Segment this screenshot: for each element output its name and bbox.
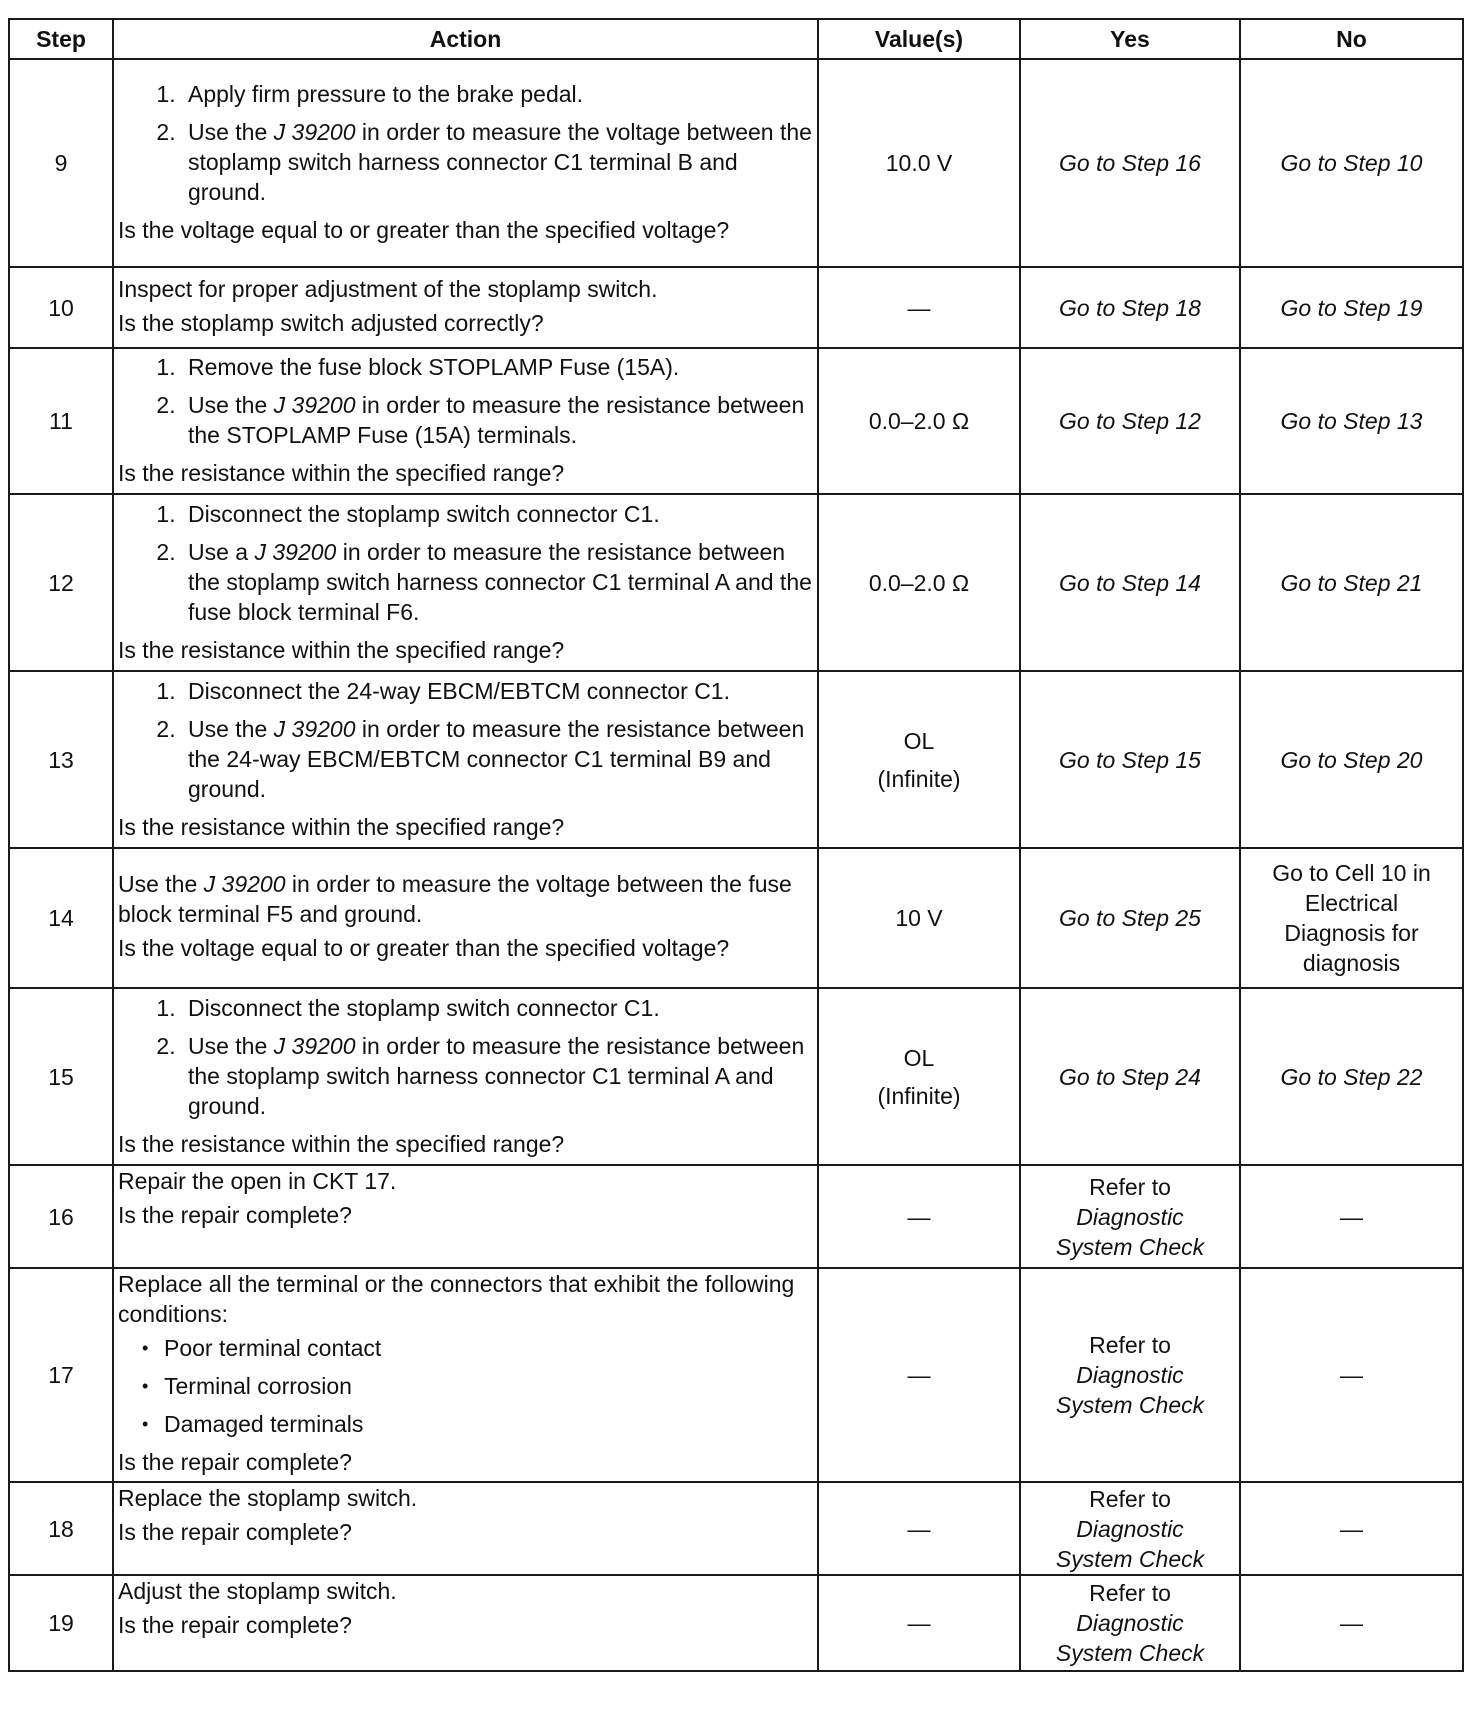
action-question: Is the resistance within the specified range? xyxy=(118,813,565,840)
action-substep: 2. Use the J 39200 in order to measure the resistance between the 24-way EBCM/EBTCM connector C1 terminal B9 and ground. xyxy=(182,714,813,804)
yes-cell xyxy=(1020,1482,1240,1575)
step-number: 15 xyxy=(9,988,113,1165)
step-number: 12 xyxy=(9,494,113,671)
action-cell xyxy=(113,1482,818,1575)
header-no: No xyxy=(1240,19,1463,59)
action-cell xyxy=(113,1575,818,1671)
step-number: 10 xyxy=(9,267,113,348)
table-row-step-9 xyxy=(9,59,1463,267)
action-substep: 1. Disconnect the stoplamp switch connector C1. xyxy=(182,993,813,1023)
ref-line: Diagnostic xyxy=(1076,1515,1184,1542)
action-question: Is the repair complete? xyxy=(118,1519,352,1545)
step-number: 17 xyxy=(9,1268,113,1482)
action-cell xyxy=(113,1165,818,1268)
action-question: Is the resistance within the specified range? xyxy=(118,636,565,663)
tool-reference: J 39200 xyxy=(203,871,286,897)
step-number: 11 xyxy=(9,348,113,494)
yes-cell: Go to Step 14 xyxy=(1020,494,1240,671)
no-cell: Go to Step 10 xyxy=(1240,59,1463,267)
value-cell: 0.0–2.0 Ω xyxy=(818,494,1020,671)
action-question: Is the voltage equal to or greater than the specified voltage? xyxy=(118,935,730,961)
action-question: Is the stoplamp switch adjusted correctly? xyxy=(118,309,544,336)
action-text: Use the J 39200 in order to measure the voltage between the fuse block terminal F5 and ground. xyxy=(118,871,792,927)
condition-item: • Poor terminal contact xyxy=(156,1333,813,1363)
ref-line: Refer to xyxy=(1089,1173,1171,1200)
action-cell xyxy=(113,348,818,494)
yes-cell: Go to Step 18 xyxy=(1020,267,1240,348)
value-cell: 10 V xyxy=(818,848,1020,988)
table-row-step-19 xyxy=(9,1575,1463,1671)
ref-line: Refer to xyxy=(1089,1332,1171,1358)
value-cell: — xyxy=(818,267,1020,348)
header-row xyxy=(9,19,1463,59)
yes-cell: Go to Step 12 xyxy=(1020,348,1240,494)
action-cell xyxy=(113,267,818,348)
no-line: Diagnosis for xyxy=(1284,920,1419,946)
value-cell xyxy=(818,988,1020,1165)
no-cell: — xyxy=(1240,1575,1463,1671)
action-substep: 1. Apply firm pressure to the brake pedal. xyxy=(182,79,813,109)
no-cell: — xyxy=(1240,1268,1463,1482)
action-text: Inspect for proper adjustment of the stoplamp switch. xyxy=(118,275,658,302)
action-text: Replace all the terminal or the connectors that exhibit the following conditions: xyxy=(118,1271,795,1327)
ref-line: Diagnostic xyxy=(1076,1610,1184,1636)
no-cell: Go to Step 22 xyxy=(1240,988,1463,1165)
action-substep: 2. Use a J 39200 in order to measure the resistance between the stoplamp switch harness connector C1 terminal A and the fuse block terminal F6. xyxy=(182,537,813,627)
value-line: OL xyxy=(903,727,935,754)
action-question: Is the resistance within the specified range? xyxy=(118,460,565,486)
value-cell xyxy=(818,671,1020,848)
step-number: 19 xyxy=(9,1575,113,1671)
ref-line: Diagnostic xyxy=(1076,1362,1184,1388)
no-line: Go to Cell 10 in xyxy=(1272,860,1431,886)
yes-cell: Go to Step 25 xyxy=(1020,848,1240,988)
action-question: Is the repair complete? xyxy=(118,1612,352,1638)
tool-reference: J 39200 xyxy=(273,392,356,418)
action-cell xyxy=(113,59,818,267)
table-row-step-17 xyxy=(9,1268,1463,1482)
table-row-step-13 xyxy=(9,671,1463,848)
header-step: Step xyxy=(9,19,113,59)
no-cell: Go to Step 13 xyxy=(1240,348,1463,494)
no-line: Electrical xyxy=(1304,890,1399,916)
table-row-step-16 xyxy=(9,1165,1463,1268)
yes-cell: Go to Step 16 xyxy=(1020,59,1240,267)
diagnostic-table xyxy=(8,18,1464,1672)
step-number: 9 xyxy=(9,59,113,267)
action-question: Is the voltage equal to or greater than the specified voltage? xyxy=(118,217,730,243)
yes-cell xyxy=(1020,1165,1240,1268)
no-cell: Go to Step 19 xyxy=(1240,267,1463,348)
value-cell: — xyxy=(818,1165,1020,1268)
value-line: (Infinite) xyxy=(877,765,961,792)
tool-reference: J 39200 xyxy=(273,715,356,742)
action-substep: 1. Disconnect the stoplamp switch connector C1. xyxy=(182,499,813,529)
action-question: Is the resistance within the specified range? xyxy=(118,1130,565,1157)
ref-line: Refer to xyxy=(1089,1580,1171,1606)
action-question: Is the repair complete? xyxy=(118,1449,352,1475)
table-row-step-15 xyxy=(9,988,1463,1165)
action-cell xyxy=(113,848,818,988)
value-cell: 10.0 V xyxy=(818,59,1020,267)
action-cell xyxy=(113,1268,818,1482)
value-line: (Infinite) xyxy=(877,1082,961,1109)
table-row-step-18 xyxy=(9,1482,1463,1575)
value-cell: 0.0–2.0 Ω xyxy=(818,348,1020,494)
ref-line: System Check xyxy=(1055,1640,1205,1666)
step-number: 18 xyxy=(9,1482,113,1575)
table-row-step-14 xyxy=(9,848,1463,988)
tool-reference: J 39200 xyxy=(273,1032,356,1059)
action-substep: 2. Use the J 39200 in order to measure the voltage between the stoplamp switch harness connector C1 terminal B and ground. xyxy=(182,117,813,207)
value-line: OL xyxy=(903,1044,935,1071)
tool-reference: J 39200 xyxy=(254,538,337,565)
ref-line: System Check xyxy=(1055,1233,1205,1260)
yes-cell xyxy=(1020,1575,1240,1671)
yes-cell: Go to Step 15 xyxy=(1020,671,1240,848)
header-yes: Yes xyxy=(1020,19,1240,59)
yes-cell xyxy=(1020,1268,1240,1482)
action-cell xyxy=(113,988,818,1165)
table-row-step-12 xyxy=(9,494,1463,671)
action-text: Repair the open in CKT 17. xyxy=(118,1168,397,1194)
action-cell xyxy=(113,494,818,671)
value-cell: — xyxy=(818,1268,1020,1482)
header-values: Value(s) xyxy=(818,19,1020,59)
value-cell: — xyxy=(818,1482,1020,1575)
action-text: Replace the stoplamp switch. xyxy=(118,1485,418,1511)
action-question: Is the repair complete? xyxy=(118,1202,352,1228)
ref-line: System Check xyxy=(1055,1545,1205,1572)
table-row-step-10 xyxy=(9,267,1463,348)
ref-line: Diagnostic xyxy=(1076,1203,1184,1230)
action-substep: 2. Use the J 39200 in order to measure the resistance between the STOPLAMP Fuse (15A) terminals. xyxy=(182,390,813,450)
action-substep: 1. Disconnect the 24-way EBCM/EBTCM connector C1. xyxy=(182,676,813,706)
action-substep: 2. Use the J 39200 in order to measure the resistance between the stoplamp switch harness connector C1 terminal A and ground. xyxy=(182,1031,813,1121)
no-cell: — xyxy=(1240,1482,1463,1575)
step-number: 13 xyxy=(9,671,113,848)
value-cell: — xyxy=(818,1575,1020,1671)
no-cell: Go to Step 21 xyxy=(1240,494,1463,671)
table-row-step-11 xyxy=(9,348,1463,494)
no-cell xyxy=(1240,848,1463,988)
condition-item: • Terminal corrosion xyxy=(156,1371,813,1401)
ref-line: Refer to xyxy=(1089,1485,1171,1512)
step-number: 16 xyxy=(9,1165,113,1268)
no-cell: Go to Step 20 xyxy=(1240,671,1463,848)
no-line: diagnosis xyxy=(1302,950,1401,976)
step-number: 14 xyxy=(9,848,113,988)
action-text: Adjust the stoplamp switch. xyxy=(118,1578,397,1604)
no-cell: — xyxy=(1240,1165,1463,1268)
tool-reference: J 39200 xyxy=(273,119,356,145)
yes-cell: Go to Step 24 xyxy=(1020,988,1240,1165)
header-action: Action xyxy=(113,19,818,59)
condition-item: • Damaged terminals xyxy=(156,1409,813,1439)
action-substep: 1. Remove the fuse block STOPLAMP Fuse (15A). xyxy=(182,352,813,382)
action-cell xyxy=(113,671,818,848)
ref-line: System Check xyxy=(1055,1392,1205,1418)
